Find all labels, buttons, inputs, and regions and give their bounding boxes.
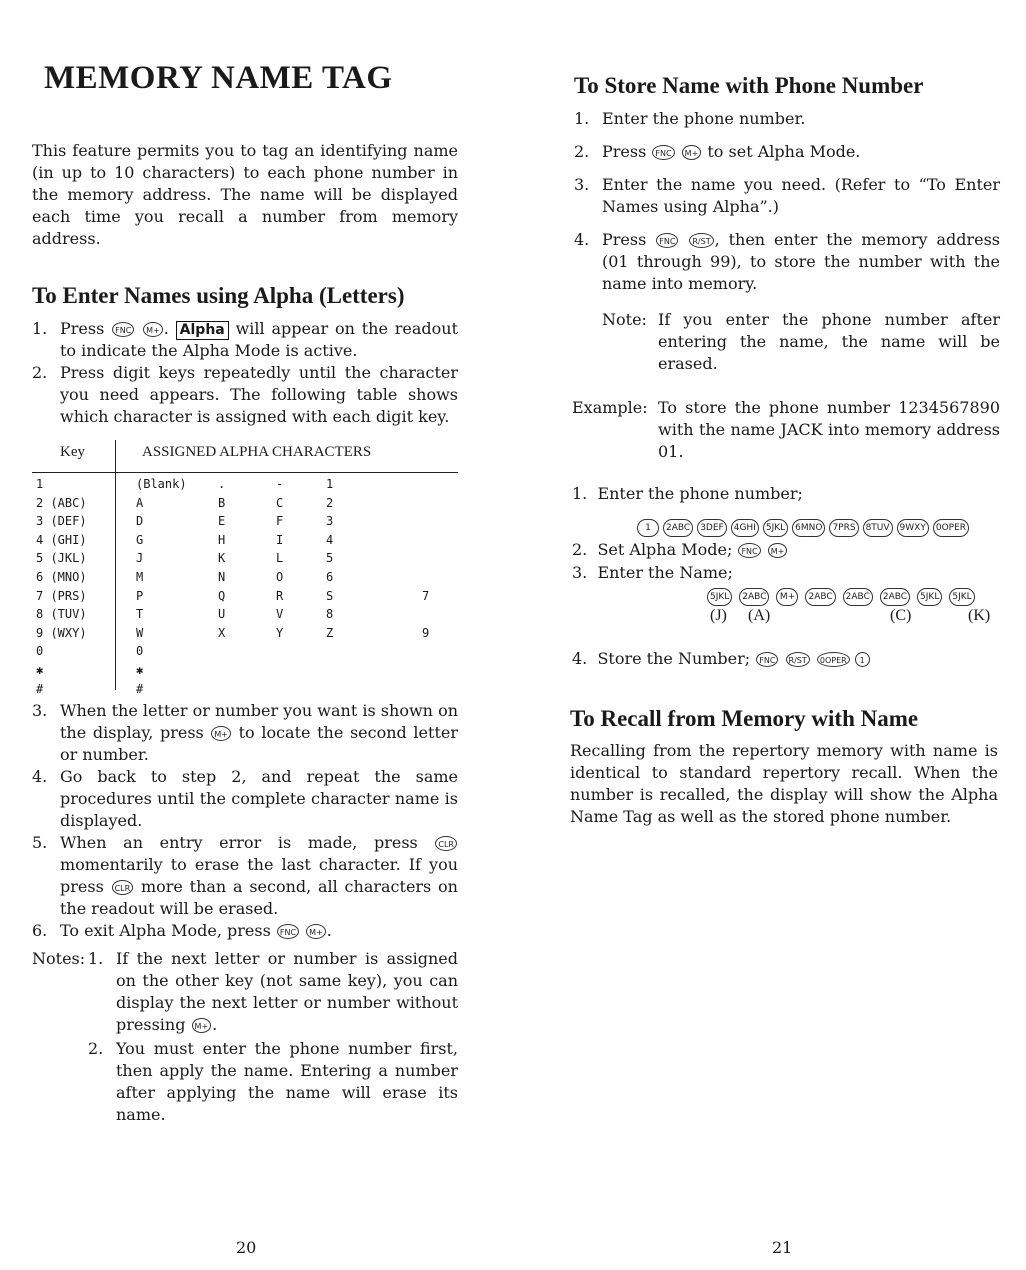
table-cell-key: 6 (MNO) [36,569,87,584]
key-button-icon: 8TUV [863,519,893,537]
key-button-icon: 2ABC [843,588,873,606]
fnc-key-icon: FNC [756,652,778,667]
key-button-icon: M+ [776,588,798,606]
table-cell-char: F [276,514,284,529]
table-cell-char: 6 [326,569,334,584]
example-label: Example: [572,398,648,417]
table-cell-char: B [218,495,226,510]
list-item: 1. Press FNC M+ . Alpha will appear on the readout to indicate the Alpha Mode is active. [32,319,458,360]
steps-enter-names [32,318,458,428]
table-cell-char: V [276,607,284,622]
table-cell-key: 3 (DEF) [36,514,87,529]
table-cell-char: D [136,514,144,529]
fnc-key-icon: FNC [738,543,760,558]
table-cell-char: S [326,588,334,603]
example-step: 3. Enter the Name; [572,563,733,582]
table-cell-char: A [136,495,144,510]
table-cell-char: 0 [136,644,144,659]
list-item: 4. Go back to step 2, and repeat the same procedures until the complete character name is displayed. [32,767,458,830]
table-cell-key: 9 (WXY) [36,625,87,640]
table-row [36,570,456,589]
table-cell-key: 5 (JKL) [36,551,87,566]
section-heading-enter-names: To Enter Names using Alpha (Letters) [32,283,405,308]
table-row [36,477,456,496]
key-button-icon: 2ABC [739,588,769,606]
table-row [36,533,456,552]
table-cell-key: # [36,681,44,696]
table-cell-key: ✱ [36,662,44,677]
table-cell-char: (Blank) [136,477,187,491]
example-block [572,397,1000,463]
page-title: MEMORY NAME TAG [44,60,393,96]
fnc-key-icon: FNC [112,322,134,337]
table-cell-char: Z [326,625,334,640]
table-cell-key: 8 (TUV) [36,607,87,622]
table-cell-char: M [136,569,144,584]
key-button-icon: 3DEF [697,519,727,537]
table-cell-char: Q [218,588,226,603]
clr-key-icon: CLR [112,880,134,895]
table-cell-key: 2 (ABC) [36,495,87,510]
list-item: 3. When the letter or number you want is shown on the display, press M+ to locate the second letter or number. [32,701,458,764]
fnc-key-icon: FNC [652,145,674,160]
fnc-key-icon: FNC [277,924,299,939]
table-header-chars: ASSIGNED ALPHA CHARACTERS [142,444,372,460]
table-cell-char: L [276,551,284,566]
example-text: To store the phone number 1234567890 with the name JACK into memory address 01. [658,398,1000,461]
section-heading-recall: To Recall from Memory with Name [570,706,919,731]
key-button-icon: 2ABC [880,588,910,606]
mplus-key-icon: M+ [306,924,326,939]
note-text: If you enter the phone number after entering the name, the name will be erased. [658,310,1000,373]
section-heading-store: To Store Name with Phone Number [574,73,924,98]
table-row [36,626,456,645]
key-button-icon: 4GHI [731,519,759,537]
table-rule [32,472,458,473]
table-cell-char: E [218,514,226,529]
list-item: 4. Press FNC R/ST , then enter the memory address (01 through 99), to store the number with the name into memory. [574,230,1001,293]
table-cell-char: R [276,588,284,603]
key-button-icon: 5JKL [949,588,974,606]
letter-label: (J) [710,607,727,624]
letter-label: (A) [748,607,771,624]
example-step: 1. Enter the phone number; [572,484,803,503]
table-cell-key: 1 [36,477,44,491]
phone-key-sequence [636,517,972,537]
table-row [36,682,456,701]
key-button-icon: 5JKL [763,519,788,537]
table-body [36,477,456,700]
table-cell-char: 1 [326,477,334,491]
list-item: 2. Press digit keys repeatedly until the character you need appears. The following table shows which character is assigned with each digit key. [32,363,458,426]
page-number-right: 21 [772,1238,793,1257]
table-row [36,496,456,515]
example-step: 4. Store the Number; FNC R/ST 0OPER 1 [572,648,874,670]
table-cell-char: . [218,477,226,491]
table-cell-key: 7 (PRS) [36,588,87,603]
steps-store [574,108,1000,295]
table-row [36,514,456,533]
note-block [602,309,1000,375]
key-button-icon: 5JKL [707,588,732,606]
table-row [36,644,456,663]
mplus-key-icon: M+ [143,322,163,337]
mplus-key-icon: M+ [192,1018,212,1033]
page-number-left: 20 [236,1238,257,1257]
name-key-sequence [706,586,981,606]
table-cell-char: H [218,532,226,547]
table-cell-key: 0 [36,644,44,659]
table-cell-char: N [218,569,226,584]
mplus-key-icon: M+ [768,543,788,558]
table-cell-char: U [218,607,226,622]
table-cell-char: 8 [326,607,334,622]
key-button-icon: 0OPER [817,652,850,667]
mplus-key-icon: M+ [682,145,702,160]
table-row [36,589,456,608]
table-cell-char: - [276,477,284,491]
table-cell-char: C [276,495,284,510]
table-cell-char: 2 [326,495,334,510]
note-label: Note: [602,310,647,329]
table-cell-char: 3 [326,514,334,529]
list-item: 3. Enter the name you need. (Refer to “To Enter Names using Alpha”.) [574,175,1000,216]
key-button-icon: 6MNO [792,519,825,537]
table-cell-char: Y [276,625,284,640]
steps-enter-names-cont [32,700,458,942]
key-button-icon: 0OPER [933,519,969,537]
table-header-key: Key [60,444,85,460]
list-item: 1. If the next letter or number is assigned on the other key (not same key), you can display the next letter or number without pressing M+ . [88,949,458,1034]
table-row [36,607,456,626]
letter-label: (C) [890,607,912,624]
table-cell-char: # [136,681,144,696]
key-button-icon: 2ABC [663,519,693,537]
table-cell-char: J [136,551,144,566]
table-cell-char: 9 [422,625,430,640]
key-button-icon: 7PRS [829,519,858,537]
table-cell-char: 7 [422,588,430,603]
table-cell-char: I [276,532,284,547]
rst-key-icon: R/ST [689,233,713,248]
list-item: 6. To exit Alpha Mode, press FNC M+ . [32,921,332,940]
key-button-icon: 9WXY [897,519,929,537]
clr-key-icon: CLR [435,836,457,851]
list-item: 2. Press FNC M+ to set Alpha Mode. [574,142,861,161]
example-step: 2. Set Alpha Mode; FNC M+ [572,539,788,561]
notes-label: Notes: [32,949,86,968]
table-row [36,663,456,682]
letter-label: (K) [968,607,991,624]
key-button-icon: 2ABC [805,588,835,606]
key-button-icon: 1 [855,652,870,667]
table-cell-char: 5 [326,551,334,566]
table-cell-char: W [136,625,144,640]
table-cell-key: 4 (GHI) [36,532,87,547]
intro-paragraph: This feature permits you to tag an identifying name (in up to 10 characters) to each phone number in the memory address. The name will be displayed each time you recall a number from memory address. [32,141,458,248]
table-cell-char: K [218,551,226,566]
list-item: 1. Enter the phone number. [574,109,806,128]
table-cell-char: T [136,607,144,622]
store-key-sequence [816,649,874,668]
alpha-indicator: Alpha [176,321,229,340]
list-item: 2. You must enter the phone number first, then apply the name. Entering a number after applying the name will erase its name. [88,1039,458,1124]
table-cell-char: ✱ [136,662,144,677]
table-cell-char: 4 [326,532,334,547]
mplus-key-icon: M+ [211,726,231,741]
table-cell-char: X [218,625,226,640]
table-row [36,551,456,570]
table-cell-char: O [276,569,284,584]
key-button-icon: 5JKL [917,588,942,606]
list-item: 5. When an entry error is made, press CLR momentarily to erase the last character. If you press CLR more than a second, all characters on the readout will be erased. [32,833,458,918]
table-cell-char: P [136,588,144,603]
table-cell-char: G [136,532,144,547]
rst-key-icon: R/ST [786,652,810,667]
fnc-key-icon: FNC [656,233,678,248]
key-button-icon: 1 [637,519,659,537]
recall-paragraph: Recalling from the repertory memory with name is identical to standard repertory recall. When the number is recalled, the display will show the Alpha Name Tag as well as the stored phone number. [570,741,998,826]
